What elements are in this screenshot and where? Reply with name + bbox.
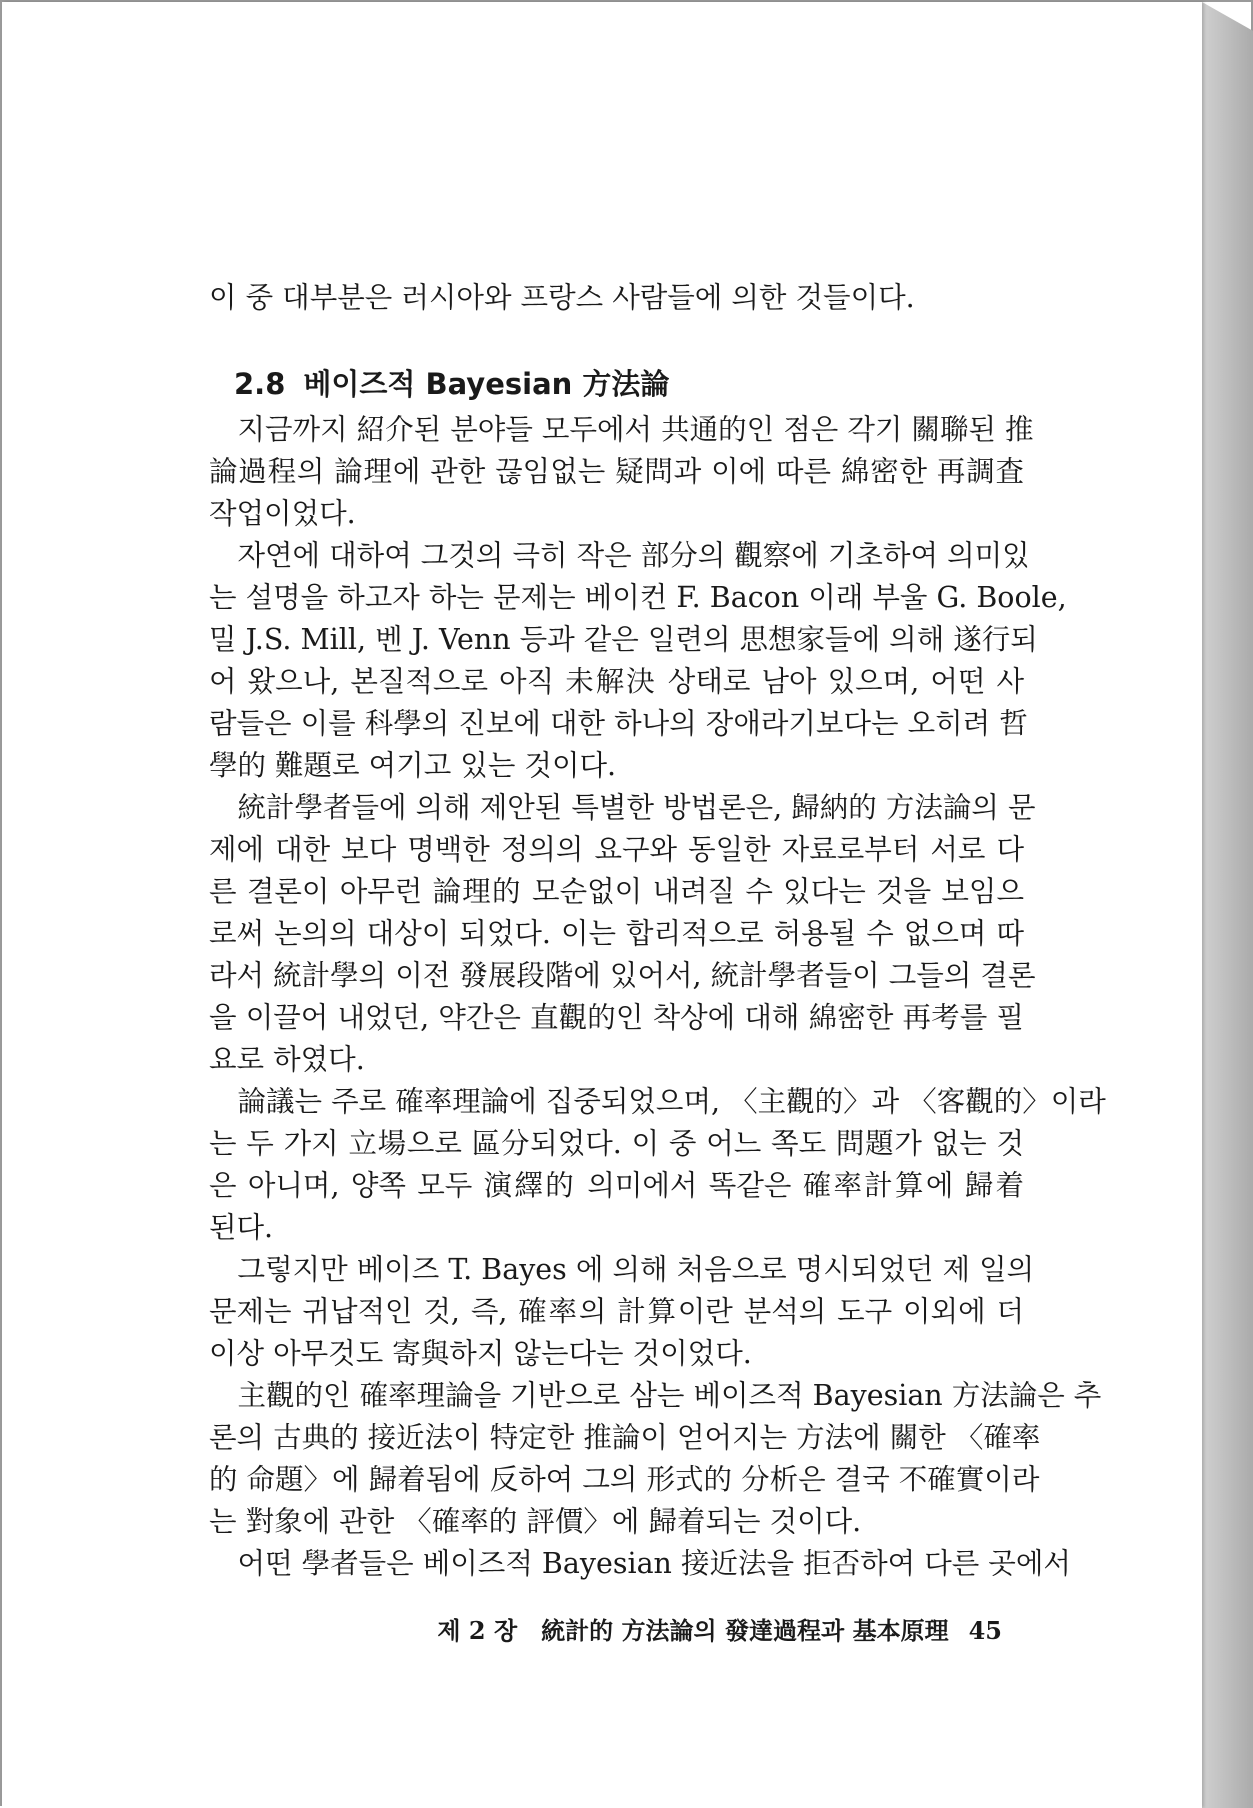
body-line: 된다. [209, 1211, 274, 1244]
body-line: 統計學者들에 의해 제안된 특별한 방법론은, 歸納的 方法論의 문 [209, 791, 1036, 824]
body-line: 지금까지 紹介된 분야들 모두에서 共通的인 점은 각기 關聯된 推 [209, 413, 1034, 446]
body-line: 제에 대한 보다 명백한 정의의 요구와 동일한 자료로부터 서로 다 [209, 833, 1024, 866]
chapter-title: 제 2 장 統計的 方法論의 發達過程과 基本原理 [437, 1616, 949, 1645]
body-line: 로써 논의의 대상이 되었다. 이는 합리적으로 허용될 수 없으며 따 [209, 917, 1024, 950]
body-line: 어떤 學者들은 베이즈적 Bayesian 接近法을 拒否하여 다른 곳에서 [209, 1547, 1071, 1580]
body-line: 는 對象에 관한 〈確率的 評價〉에 歸着되는 것이다. [209, 1505, 862, 1538]
body-line: 른 결론이 아무런 論理的 모순없이 내려질 수 있다는 것을 보임으 [209, 875, 1024, 908]
book-page [2, 2, 1202, 1808]
body-line: 작업이었다. [209, 497, 356, 530]
body-line: 이상 아무것도 寄與하지 않는다는 것이었다. [209, 1337, 752, 1370]
body-line: 는 두 가지 立場으로 區分되었다. 이 중 어느 쪽도 問題가 없는 것 [209, 1127, 1024, 1160]
section-number: 2.8 [234, 367, 286, 401]
body-line: 요로 하였다. [209, 1043, 365, 1076]
body-line: 자연에 대하여 그것의 극히 작은 部分의 觀察에 기초하여 의미있 [209, 539, 1030, 572]
body-line: 論議는 주로 確率理論에 집중되었으며, 〈主觀的〉과 〈客觀的〉이라 [209, 1085, 1106, 1118]
page-number: 45 [968, 1616, 1002, 1645]
running-footer [209, 1615, 1002, 1647]
body-line: 的 命題〉에 歸着됨에 反하여 그의 形式的 分析은 결국 不確實이라 [209, 1463, 1040, 1496]
body-line: 론의 古典的 接近法이 特定한 推論이 얻어지는 方法에 關한 〈確率 [209, 1421, 1041, 1454]
body-line: 문제는 귀납적인 것, 즉, 確率의 計算이란 분석의 도구 이외에 더 [209, 1295, 1024, 1328]
body-line: 어 왔으나, 본질적으로 아직 未解決 상태로 남아 있으며, 어떤 사 [209, 665, 1024, 698]
body-line: 論過程의 論理에 관한 끊임없는 疑問과 이에 따른 綿密한 再調査 [209, 455, 1024, 488]
body-line: 람들은 이를 科學의 진보에 대한 하나의 장애라기보다는 오히려 哲 [209, 707, 1028, 740]
body-line: 學的 難題로 여기고 있는 것이다. [209, 749, 617, 782]
body-line: 그렇지만 베이즈 T. Bayes 에 의해 처음으로 명시되었던 제 일의 [209, 1253, 1035, 1286]
page-spine-edge [1202, 2, 1253, 1808]
body-line: 은 아니며, 양쪽 모두 演繹的 의미에서 똑같은 確率計算에 歸着 [209, 1169, 1024, 1202]
section-title: 베이즈적 Bayesian 方法論 [303, 367, 670, 401]
body-line: 라서 統計學의 이전 發展段階에 있어서, 統計學者들이 그들의 결론 [209, 959, 1036, 992]
top-line: 이 중 대부분은 러시아와 프랑스 사람들에 의한 것들이다. [209, 281, 915, 314]
body-line: 는 설명을 하고자 하는 문제는 베이컨 F. Bacon 이래 부울 G. Boole, [209, 581, 1067, 614]
body-line: 밀 J.S. Mill, 벤 J. Venn 등과 같은 일련의 思想家들에 의해 遂行되 [209, 623, 1038, 656]
body-line: 主觀的인 確率理論을 기반으로 삼는 베이즈적 Bayesian 方法論은 추 [209, 1379, 1102, 1412]
body-line: 을 이끌어 내었던, 약간은 直觀的인 착상에 대해 綿密한 再考를 필 [209, 1001, 1024, 1034]
section-heading [234, 364, 834, 404]
